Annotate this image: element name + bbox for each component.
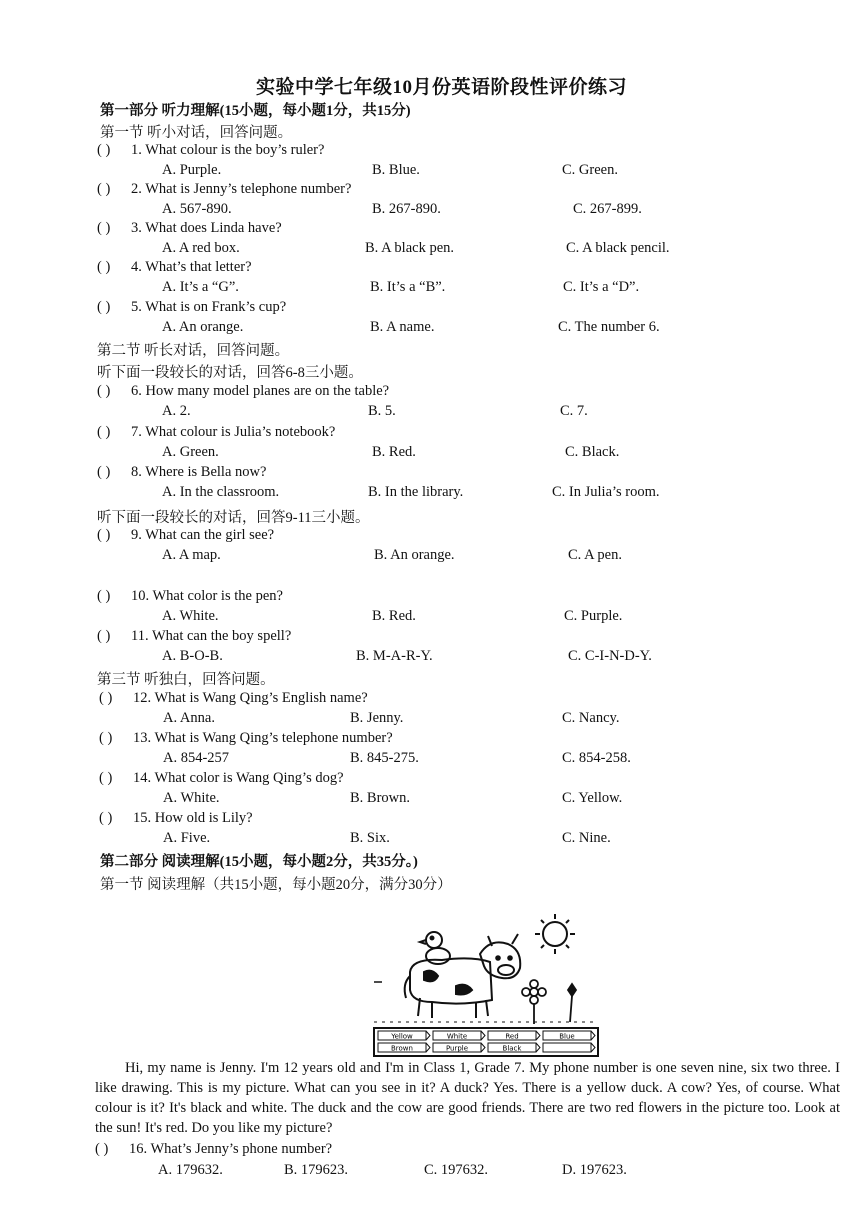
answer-blank[interactable]: ( ) <box>97 464 111 480</box>
crayon <box>543 1031 595 1041</box>
q2-option-a: A. 567-890. <box>162 201 232 217</box>
q6-option-b: B. 5. <box>368 403 396 419</box>
q9-option-b: B. An orange. <box>374 547 455 563</box>
answer-blank[interactable]: ( ) <box>97 628 111 644</box>
section2-heading: 第二节 听长对话，回答问题。 <box>97 343 290 359</box>
q1-option-a: A. Purple. <box>162 162 222 178</box>
q14-option-c: C. Yellow. <box>562 790 623 806</box>
question-6-text: 6. How many model planes are on the table? <box>131 383 390 399</box>
section1-heading: 第一节 听小对话，回答问题。 <box>100 125 293 141</box>
question-15 <box>99 810 253 827</box>
q2-option-b: B. 267-890. <box>372 201 441 217</box>
question-11 <box>97 628 291 645</box>
question-5 <box>97 299 286 316</box>
q15-option-b: B. Six. <box>350 830 390 846</box>
question-14 <box>99 770 344 787</box>
answer-blank[interactable]: ( ) <box>97 181 111 197</box>
question-15-text: 15. How old is Lily? <box>133 810 253 826</box>
q11-option-c: C. C-I-N-D-Y. <box>568 648 652 664</box>
question-14-text: 14. What color is Wang Qing’s dog? <box>133 770 344 786</box>
q16-option-c: C. 197632. <box>424 1162 489 1178</box>
question-3 <box>97 220 282 237</box>
q7-option-b: B. Red. <box>372 444 416 460</box>
reading-passage: Hi, my name is Jenny. I'm 12 years old and I'm in Class 1, Grade 7. My phone number is one seven nine, six two three. I like drawing. This is my picture. What can you see in it? A duck? Yes. There is a yellow duck. A cow? Yes, of course. What colour is it? It's black and white. The duck and the cow are good friends. There are two red flowers in the picture too. Look at the sun! It's red. Do you like my picture? <box>95 1060 840 1136</box>
question-11-text: 11. What can the boy spell? <box>131 628 292 644</box>
q9-option-a: A. A map. <box>162 547 221 563</box>
crayon-label: Brown <box>391 1044 413 1053</box>
q3-option-c: C. A black pencil. <box>566 240 670 256</box>
question-12-text: 12. What is Wang Qing’s English name? <box>133 690 368 706</box>
crayon-label: Blue <box>559 1032 575 1041</box>
q16-option-d: D. 197623. <box>562 1162 627 1178</box>
question-8-text: 8. Where is Bella now? <box>131 464 267 480</box>
answer-blank[interactable]: ( ) <box>99 770 113 786</box>
question-4 <box>97 259 252 276</box>
q2-option-c: C. 267-899. <box>573 201 642 217</box>
crayon-label: Black <box>502 1044 522 1053</box>
answer-blank[interactable]: ( ) <box>99 690 113 706</box>
crayon <box>378 1031 430 1041</box>
crayon-label: Red <box>505 1032 519 1041</box>
flower-icon <box>522 980 576 1024</box>
question-4-text: 4. What’s that letter? <box>131 259 252 275</box>
crayon-label: White <box>446 1032 468 1041</box>
q3-option-a: A. A red box. <box>162 240 240 256</box>
q1-option-c: C. Green. <box>562 162 618 178</box>
crayon-label: Yellow <box>391 1032 413 1041</box>
answer-blank[interactable]: ( ) <box>95 1141 109 1157</box>
part1-heading: 第一部分 听力理解(15小题，每小题1分，共15分) <box>100 103 411 119</box>
q10-option-b: B. Red. <box>372 608 416 624</box>
answer-blank[interactable]: ( ) <box>97 220 111 236</box>
q4-option-a: A. It’s a “G”. <box>162 279 239 295</box>
q5-option-a: A. An orange. <box>162 319 244 335</box>
crayons <box>378 1031 595 1053</box>
question-1-text: 1. What colour is the boy’s ruler? <box>131 142 325 158</box>
crayon <box>543 1043 595 1052</box>
q16-option-a: A. 179632. <box>158 1162 223 1178</box>
section3-heading: 第三节 听独白，回答问题。 <box>97 672 275 688</box>
q10-option-a: A. White. <box>162 608 219 624</box>
q7-option-c: C. Black. <box>565 444 620 460</box>
crayon <box>378 1043 430 1053</box>
question-13-text: 13. What is Wang Qing’s telephone number? <box>133 730 393 746</box>
q9-option-c: C. A pen. <box>568 547 622 563</box>
q16-option-b: B. 179623. <box>284 1162 349 1178</box>
q11-option-a: A. B-O-B. <box>162 648 223 664</box>
question-8 <box>97 464 266 481</box>
crayon <box>488 1031 540 1041</box>
q6-option-c: C. 7. <box>560 403 588 419</box>
crayon <box>433 1043 485 1053</box>
q12-option-b: B. Jenny. <box>350 710 404 726</box>
q15-option-a: A. Five. <box>163 830 211 846</box>
cow-icon <box>405 934 521 1018</box>
q8-option-c: C. In Julia’s room. <box>552 484 660 500</box>
q5-option-c: C. The number 6. <box>558 319 660 335</box>
q1-option-b: B. Blue. <box>372 162 420 178</box>
question-9 <box>97 527 274 544</box>
question-10-text: 10. What color is the pen? <box>131 588 283 604</box>
question-2-text: 2. What is Jenny’s telephone number? <box>131 181 352 197</box>
q14-option-a: A. White. <box>163 790 220 806</box>
question-10 <box>97 588 283 605</box>
answer-blank[interactable]: ( ) <box>97 142 111 158</box>
part2-heading: 第二部分 阅读理解(15小题，每小题2分，共35分。) <box>100 854 418 870</box>
instruction-6-8: 听下面一段较长的对话，回答6-8三小题。 <box>97 365 363 381</box>
crayon-label: Purple <box>445 1044 469 1053</box>
answer-blank[interactable]: ( ) <box>99 810 113 826</box>
question-12 <box>99 690 368 707</box>
answer-blank[interactable]: ( ) <box>97 527 111 543</box>
question-7 <box>97 424 335 441</box>
q8-option-b: B. In the library. <box>368 484 464 500</box>
instruction-9-11: 听下面一段较长的对话，回答9-11三小题。 <box>97 510 370 526</box>
answer-blank[interactable]: ( ) <box>99 730 113 746</box>
q10-option-c: C. Purple. <box>564 608 623 624</box>
answer-blank[interactable]: ( ) <box>97 299 111 315</box>
q11-option-b: B. M-A-R-Y. <box>356 648 433 664</box>
question-6 <box>97 383 389 400</box>
question-5-text: 5. What is on Frank’s cup? <box>131 299 287 315</box>
question-2 <box>97 181 351 198</box>
sun-icon <box>535 914 575 954</box>
q15-option-c: C. Nine. <box>562 830 611 846</box>
question-3-text: 3. What does Linda have? <box>131 220 282 236</box>
crayon <box>433 1031 485 1041</box>
answer-blank[interactable]: ( ) <box>97 259 111 275</box>
question-9-text: 9. What can the girl see? <box>131 527 275 543</box>
answer-blank[interactable]: ( ) <box>97 383 111 399</box>
answer-blank[interactable]: ( ) <box>97 424 111 440</box>
q13-option-b: B. 845-275. <box>350 750 419 766</box>
reading-section-heading: 第一节 阅读理解（共15小题，每小题20分，满分30分） <box>100 877 452 893</box>
q12-option-a: A. Anna. <box>163 710 215 726</box>
question-13 <box>99 730 393 747</box>
q3-option-b: B. A black pen. <box>365 240 455 256</box>
q4-option-c: C. It’s a “D”. <box>563 279 640 295</box>
question-7-text: 7. What colour is Julia’s notebook? <box>131 424 336 440</box>
q6-option-a: A. 2. <box>162 403 191 419</box>
q13-option-c: C. 854-258. <box>562 750 631 766</box>
q4-option-b: B. It’s a “B”. <box>370 279 446 295</box>
q7-option-a: A. Green. <box>162 444 219 460</box>
question-16-text: 16. What’s Jenny’s phone number? <box>129 1141 333 1157</box>
question-1 <box>97 142 324 159</box>
answer-blank[interactable]: ( ) <box>97 588 111 604</box>
jenny-picture <box>372 910 602 1058</box>
page-title: 实验中学七年级10月份英语阶段性评价练习 <box>256 77 628 98</box>
q14-option-b: B. Brown. <box>350 790 411 806</box>
q13-option-a: A. 854-257 <box>163 750 230 766</box>
q8-option-a: A. In the classroom. <box>162 484 280 500</box>
question-16 <box>95 1141 332 1158</box>
q12-option-c: C. Nancy. <box>562 710 620 726</box>
crayon <box>488 1043 540 1053</box>
q5-option-b: B. A name. <box>370 319 435 335</box>
